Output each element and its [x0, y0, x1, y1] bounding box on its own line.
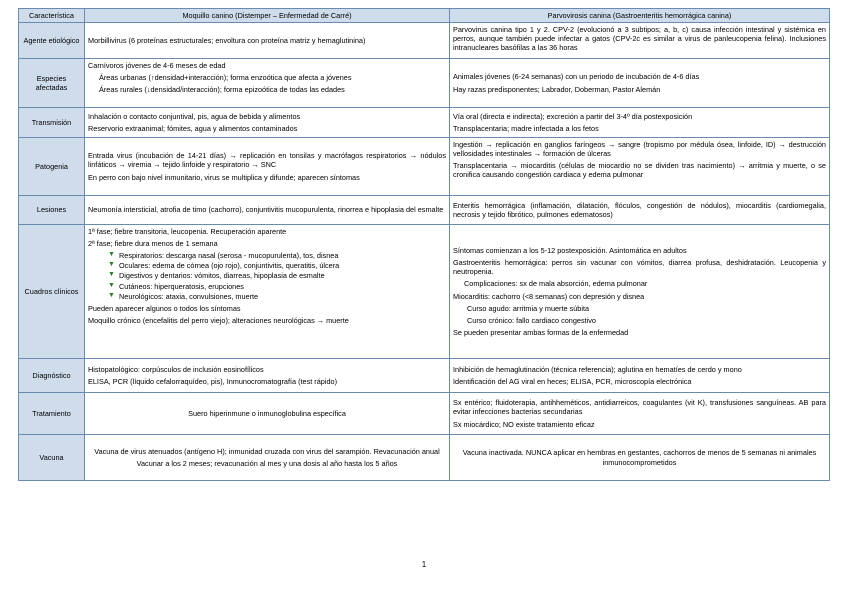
list-item [108, 251, 446, 260]
cell-agente-parvo [450, 23, 830, 59]
text-patogenia-moquillo-1: Entrada virus (incubación de 14-21 días) → replicación en tonsilas y macrófagos respiratorios → nódulos linfáticos → viremia → tejido linfoide y respiratorio → SNC [88, 151, 446, 170]
text-tratamiento-parvo-2: Sx miocárdico; NO existe tratamiento eficaz [453, 419, 595, 429]
leaf-bullet-icon: ▼ [108, 251, 115, 259]
row-especies [19, 59, 830, 108]
symptom-text: Respiratorios: descarga nasal (serosa - mucopurulenta), tos, disnea [119, 251, 339, 261]
text-diagnostico-parvo-1: Inhibición de hemaglutinación (técnica referencia); aglutina en hematíes de cerdo y mono [453, 364, 742, 374]
text-diagnostico-moquillo-1: Histopatológico: corpúsculos de inclusión eosinofílicos [88, 364, 264, 374]
header-caracteristica: Característica [19, 9, 85, 23]
text-cuadros-parvo-1: Síntomas comienzan a los 5-12 postexposición. Asintomática en adultos [453, 246, 687, 256]
cell-tratamiento-moquillo [85, 393, 450, 435]
cell-patogenia-parvo [450, 138, 830, 196]
text-especies-moquillo-1: Carnívoros jóvenes de 4-6 meses de edad [88, 61, 226, 70]
page-number: 1 [421, 560, 427, 569]
leaf-bullet-icon: ▼ [108, 271, 115, 279]
row-cuadros [19, 225, 830, 359]
text-patogenia-parvo-1: Ingestión → replicación en ganglios faríngeos → sangre (tropismo por médula ósea, linfoide, ID) → destrucción vellosidades intestinales → formación de úlceras [453, 140, 826, 159]
text-diagnostico-moquillo-2: ELISA, PCR (líquido cefalorraquídeo, pis), Inmunocromatografía (test rápido) [88, 377, 338, 386]
symptom-text: Neurológicos: ataxia, convulsiones, muerte [119, 291, 259, 301]
symptom-text: Digestivos y dentarios: vómitos, diarreas, hipoplasia de esmalte [119, 271, 325, 281]
symptom-text: Oculares: edema de córnea (ojo rojo), conjuntivitis, queratitis, úlcera [119, 261, 340, 271]
row-label-agente: Agente etiológico [19, 23, 85, 59]
cell-vacuna-parvo [450, 435, 830, 481]
leaf-bullet-icon: ▼ [108, 281, 115, 289]
text-agente-moquillo: Morbillivirus (6 proteínas estructurales; envoltura con proteína matriz y hemaglutinina) [88, 35, 366, 45]
symptom-text: Cutáneos: hiperqueratosis, erupciones [119, 281, 244, 291]
cell-transmision-moquillo [85, 108, 450, 138]
row-agente [19, 23, 830, 59]
cell-cuadros-parvo [450, 225, 830, 359]
text-diagnostico-parvo-2: Identificación del AG viral en heces; ELISA, PCR, microscopía electrónica [453, 377, 692, 386]
text-tratamiento-moquillo: Suero hiperinmune o inmunoglobulina específica [188, 408, 346, 418]
row-tratamiento [19, 393, 830, 435]
text-cuadros-parvo-4: Miocarditis: cachorro (<8 semanas) con depresión y disnea [453, 291, 645, 301]
row-label-transmision: Transmisión [19, 108, 85, 138]
list-item [108, 282, 446, 291]
text-cuadros-tail-2: Moquillo crónico (encefalitis del perro viejo); alteraciones neurológicas → muerte [88, 315, 349, 325]
text-lesiones-parvo: Enteritis hemorrágica (inflamación, dilatación, flóculos, congestión de nódulos), miocarditis (cardiomegalia, necrosis y tejido fibrótico, pulmones edematosos) [453, 200, 826, 219]
text-cuadros-parvo-5: Curso agudo: arritmia y muerte súbita [467, 303, 590, 313]
text-especies-moquillo-3: Áreas rurales (↓densidad/interacción); forma epizoótica de todas las edades [99, 85, 345, 95]
text-cuadros-parvo-6: Curso crónico: fallo cardiaco congestivo [467, 315, 596, 325]
list-item [108, 261, 446, 270]
row-transmision [19, 108, 830, 138]
row-patogenia [19, 138, 830, 196]
row-lesiones [19, 196, 830, 225]
text-cuadros-tail-1: Pueden aparecer algunos o todos los síntomas [88, 303, 241, 313]
header-moquillo: Moquillo canino (Distemper – Enfermedad de Carré) [85, 9, 450, 23]
cell-agente-moquillo [85, 23, 450, 59]
list-item [108, 292, 446, 301]
cell-diagnostico-parvo [450, 359, 830, 393]
leaf-bullet-icon: ▼ [108, 291, 115, 299]
text-cuadros-parvo-3: Complicaciones: sx de mala absorción, edema pulmonar [464, 279, 648, 289]
row-label-vacuna: Vacuna [19, 435, 85, 481]
text-vacuna-parvo: Vacuna inactivada. NUNCA aplicar en hembras en gestantes, cachorros de menos de 5 semanas ni animales inmunocomprometidos [462, 448, 817, 467]
text-especies-parvo-1: Animales jóvenes (6-24 semanas) con un periodo de incubación de 4-6 días [453, 72, 700, 82]
list-item [108, 271, 446, 280]
text-patogenia-parvo-2: Transplacentaria → miocarditis (células de miocardio no se dividen tras nacimiento) → arritmia y muerte, o se cronifica causando congestión cardiaca y edema pulmonar [453, 161, 826, 180]
row-label-tratamiento: Tratamiento [19, 393, 85, 435]
row-label-lesiones: Lesiones [19, 196, 85, 225]
cell-vacuna-moquillo [85, 435, 450, 481]
symptom-list [88, 251, 446, 301]
row-diagnostico [19, 359, 830, 393]
text-agente-parvo: Parvovirus canina tipo 1 y 2. CPV-2 (evolucionó a 3 subtipos; a, b, c) causa infección intestinal y sistémica en perros, aunque también puede infectar a gatos (CPV-2c es similar a virus de panleucopenia felina). Inclusiones intranucleares basófilas a las 36 horas [453, 25, 826, 53]
cell-patogenia-moquillo [85, 138, 450, 196]
text-transmision-parvo-1: Vía oral (directa e indirecta); excreción a partir del 3-4º día postexposición [453, 111, 693, 121]
header-parvo: Parvovirosis canina (Gastroenteritis hemorrágica canina) [450, 9, 830, 23]
comparison-table [18, 8, 830, 481]
text-vacuna-moquillo-2: Vacunar a los 2 meses; revacunación al mes y una dosis al año hasta los 5 años [136, 459, 398, 468]
text-transmision-parvo-2: Transplacentaria; madre infectada a los fetos [453, 124, 599, 133]
text-transmision-moquillo-1: Inhalación o contacto conjuntival, pis, agua de bebida y alimentos [88, 111, 301, 121]
text-cuadros-fase1: 1ª fase; fiebre transitoria, leucopenia. Recuperación aparente [88, 227, 287, 236]
text-cuadros-fase2: 2ª fase; fiebre dura menos de 1 semana [88, 239, 218, 249]
cell-especies-parvo [450, 59, 830, 108]
row-label-cuadros: Cuadros clínicos [19, 225, 85, 359]
cell-tratamiento-parvo [450, 393, 830, 435]
text-especies-parvo-2: Hay razas predisponentes; Labrador, Doberman, Pastor Alemán [453, 84, 661, 94]
row-label-diagnostico: Diagnóstico [19, 359, 85, 393]
row-vacuna [19, 435, 830, 481]
leaf-bullet-icon: ▼ [108, 261, 115, 269]
text-especies-moquillo-2: Áreas urbanas (↑densidad+interacción); forma enzoótica que afecta a jóvenes [99, 73, 352, 83]
row-label-patogenia: Patogenia [19, 138, 85, 196]
text-cuadros-parvo-7: Se pueden presentar ambas formas de la enfermedad [453, 327, 629, 337]
cell-lesiones-moquillo [85, 196, 450, 225]
row-label-especies: Especies afectadas [19, 59, 85, 108]
text-cuadros-parvo-2: Gastroenteritis hemorrágica: perros sin vacunar con vómitos, diarrea profusa, deshidratación. Leucopenia y neutropenia. [453, 258, 826, 277]
header-row [19, 9, 830, 23]
text-lesiones-moquillo: Neumonía intersticial, atrofia de timo (cachorro), conjuntivitis mucopurulenta, rinorrea e hipoplasia del esmalte [88, 205, 444, 215]
cell-especies-moquillo [85, 59, 450, 108]
cell-lesiones-parvo [450, 196, 830, 225]
text-patogenia-moquillo-2: En perro con bajo nivel inmunitario, virus se multiplica y difunde; aparecen síntomas [88, 172, 360, 182]
cell-diagnostico-moquillo [85, 359, 450, 393]
cell-cuadros-moquillo [85, 225, 450, 359]
cell-transmision-parvo [450, 108, 830, 138]
text-vacuna-moquillo-1: Vacuna de virus atenuados (antígeno H); inmunidad cruzada con virus del sarampión. Revacunación anual [94, 446, 440, 456]
text-transmision-moquillo-2: Reservorio extraanimal; fómites, agua y alimentos contaminados [88, 124, 298, 133]
text-tratamiento-parvo-1: Sx entérico; fluidoterapia, antihheméticos, antidiarreicos, coagulantes (vit K), transfusiones sanguíneas. AB para evitar infecciones bacterias secundarias [453, 398, 826, 417]
